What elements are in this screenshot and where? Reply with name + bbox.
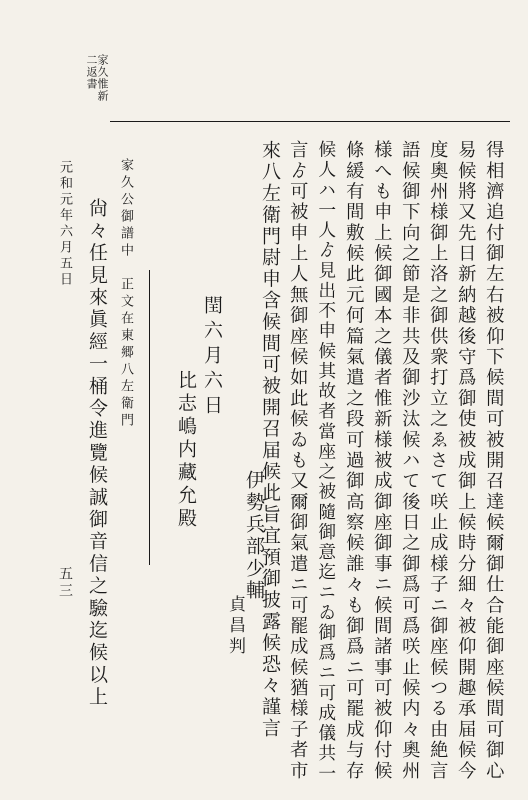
letter-body-line: 語候御下向之節是非共及御沙汰候ハて後日之御爲可爲咲止候内々奧州 [399, 140, 421, 782]
letter-body-line: 候人ハ一人ゟ見出不申候其故者當座之被隨御意迄ニゐ御爲ニ可成儀共一 [315, 140, 336, 784]
letter-body-line: 來八左衛門尉申含候間可被開召届候此旨宜預御披露候恐々謹言 [259, 140, 281, 740]
letter-body-line: 言ゟ可被申上人無御座候如此候ゐも又爾御氣遣ニ可罷成候猶様子者市 [287, 140, 309, 782]
margin-date: 元和元年六月五日 [57, 160, 72, 288]
section-divider [149, 270, 150, 565]
letter-body-line: 得相濟追付御左右被仰下候間可被開召達候爾御仕合能御座候間可御心 [483, 140, 505, 782]
header-rule [110, 121, 510, 122]
signatory-rank: 伊勢兵部少輔 [243, 470, 265, 602]
addressee: 比志嶋内藏允殿 [175, 370, 197, 531]
signatory-name: 貞昌判 [225, 595, 245, 658]
postscript: 尙々任見來眞經一桶令進覽候誠御音信之驗迄候以上 [86, 198, 108, 709]
running-head-line: 二返書 [85, 54, 98, 90]
running-head-line: 家久惟新 [96, 54, 109, 102]
letter-body-line: 様へも申上候御國本之儀者惟新様被成御座御事ニ候間諸事可被仰付候 [371, 140, 393, 782]
running-head [86, 54, 108, 102]
letter-body-line: 度奧州様御上洛之御供衆打立之ゑさて咲止成様子ニ御座候つる由絶言 [427, 140, 449, 782]
page-number: 五三 [57, 566, 73, 600]
letter-body-line: 易候將又先日新納越後守爲御使被成御上候時分細々被仰開趣承届候今 [455, 140, 477, 782]
letter-body-line: 條緩有間敷候此元何篇氣遣之段可過御高察候誰々も御爲ニ可罷成与存 [343, 140, 365, 782]
source-note: 家久公御譜中 正文在東郷八左衛門 [118, 158, 133, 430]
letter-date: 閏六月六日 [201, 295, 223, 420]
